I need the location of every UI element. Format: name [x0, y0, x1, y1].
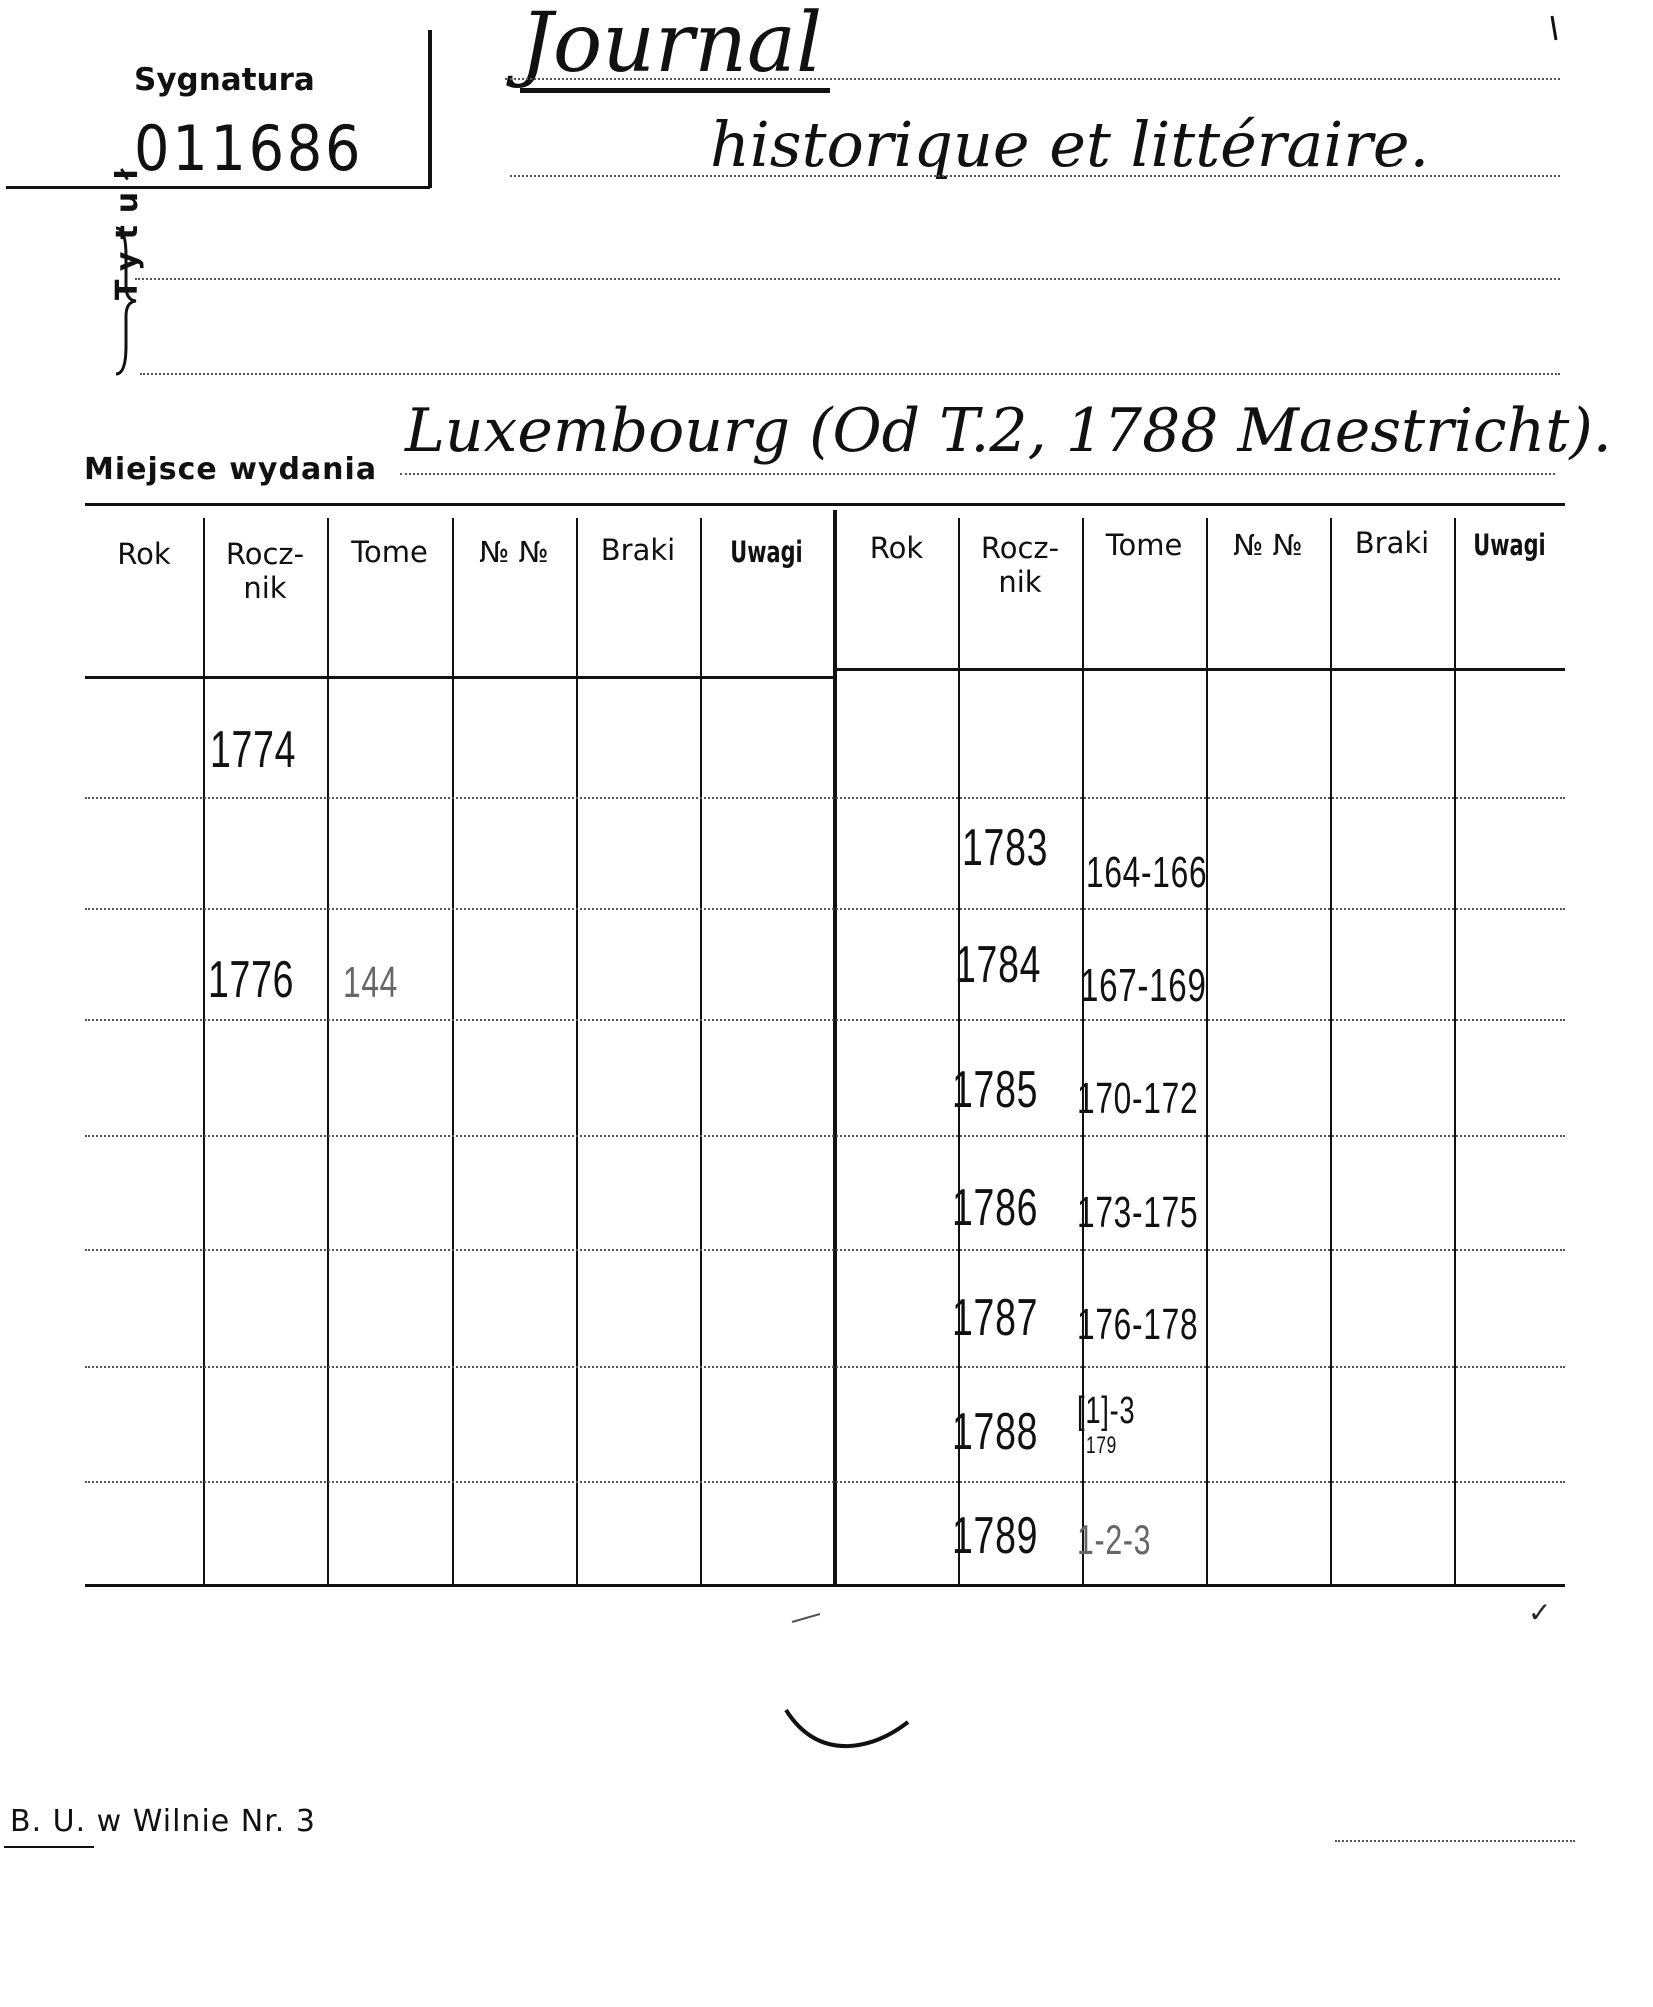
col-divider-center — [833, 510, 837, 1586]
col-line — [700, 518, 702, 1586]
footer-underline — [4, 1846, 94, 1848]
col-line — [576, 518, 578, 1586]
entry-tome: 170-172 — [1077, 1074, 1199, 1123]
header-braki-right: Braki — [1354, 526, 1430, 560]
sygnatura-value: 011686 — [134, 112, 364, 185]
header-rocznik-right-line1: Rocz- — [980, 531, 1060, 565]
header-rocznik-line2: nik — [243, 571, 287, 605]
header-rocznik-right — [958, 531, 1082, 599]
title-dotted-line-2 — [510, 175, 1560, 177]
header-braki: Braki — [600, 533, 676, 567]
sygnatura-label: Sygnatura — [134, 62, 315, 98]
stray-tick-mark — [790, 1612, 830, 1624]
row-line — [85, 1366, 1565, 1368]
row-line — [85, 1135, 1565, 1137]
col-line — [452, 518, 454, 1586]
table-header-rule-left — [85, 676, 835, 679]
col-line — [203, 518, 205, 1586]
header-numbers: № № — [479, 535, 549, 569]
header-uwagi: Uwagi — [730, 535, 803, 569]
corner-mark — [1548, 12, 1568, 42]
entry-rocznik: 1776 — [208, 951, 295, 1009]
header-tome-right: Tome — [1105, 528, 1183, 562]
title-line-1: Journal — [520, 0, 830, 93]
row-line — [85, 1019, 1565, 1021]
tytul-label: Tytuł — [110, 156, 145, 300]
entry-tome: 173-175 — [1077, 1188, 1199, 1237]
table-top-rule — [85, 503, 1565, 506]
header-rocznik — [203, 537, 327, 605]
tytul-dotted-line-1 — [135, 278, 1560, 280]
entry-tome: 144 — [343, 958, 399, 1007]
title-dotted-line-1 — [505, 78, 1560, 80]
entry-tome: 176-178 — [1077, 1300, 1199, 1349]
entry-tome: 1-2-3 — [1077, 1516, 1152, 1563]
entry-rocznik: 1785 — [952, 1061, 1039, 1119]
tytul-brace — [112, 226, 142, 376]
sygnatura-box-bottom — [6, 186, 430, 189]
header-rocznik-line1: Rocz- — [225, 537, 305, 571]
header-tome: Tome — [351, 535, 428, 569]
entry-rocznik: 1784 — [955, 936, 1042, 994]
place-dotted-line — [400, 473, 1555, 475]
entry-tome: 164-166 — [1086, 848, 1208, 897]
header-rocznik-right-line2: nik — [998, 565, 1042, 599]
row-line — [85, 1249, 1565, 1251]
col-line — [1330, 518, 1332, 1586]
entry-tome: [1]-3 — [1077, 1390, 1136, 1432]
tytul-dotted-line-2 — [140, 373, 1560, 375]
row-line — [85, 908, 1565, 910]
header-numbers-right: № № — [1233, 528, 1303, 562]
header-rok: Rok — [117, 537, 171, 571]
footer-label: B. U. w Wilnie Nr. 3 — [10, 1804, 316, 1839]
row-line — [85, 1481, 1565, 1483]
header-uwagi-right: Uwagi — [1473, 528, 1546, 562]
entry-rocznik: 1789 — [952, 1507, 1039, 1565]
entry-rocznik: 1786 — [952, 1179, 1039, 1237]
place-value: Luxembourg (Od T.2, 1788 Maestricht). — [405, 396, 1612, 466]
sygnatura-box-right — [428, 30, 432, 188]
entry-rocznik: 1783 — [962, 819, 1049, 877]
entry-tome: 167-169 — [1080, 959, 1207, 1011]
stray-curve-mark — [780, 1700, 920, 1760]
entry-rocznik: 1787 — [952, 1289, 1039, 1347]
table-bottom-rule — [85, 1584, 1565, 1587]
entry-rocznik: 1788 — [952, 1403, 1039, 1461]
col-line — [1454, 518, 1456, 1586]
title-line-2: historique et littéraire. — [710, 108, 1430, 181]
col-line — [327, 518, 329, 1586]
entry-tome: 179 — [1086, 1432, 1117, 1459]
entry-rocznik: 1774 — [210, 721, 297, 779]
footer-dotted-line — [1335, 1840, 1575, 1842]
header-rok-right: Rok — [869, 531, 924, 565]
row-line — [85, 797, 1565, 799]
checkmark: ✓ — [1528, 1596, 1552, 1629]
place-label: Miejsce wydania — [84, 452, 378, 487]
col-line — [1206, 518, 1208, 1586]
